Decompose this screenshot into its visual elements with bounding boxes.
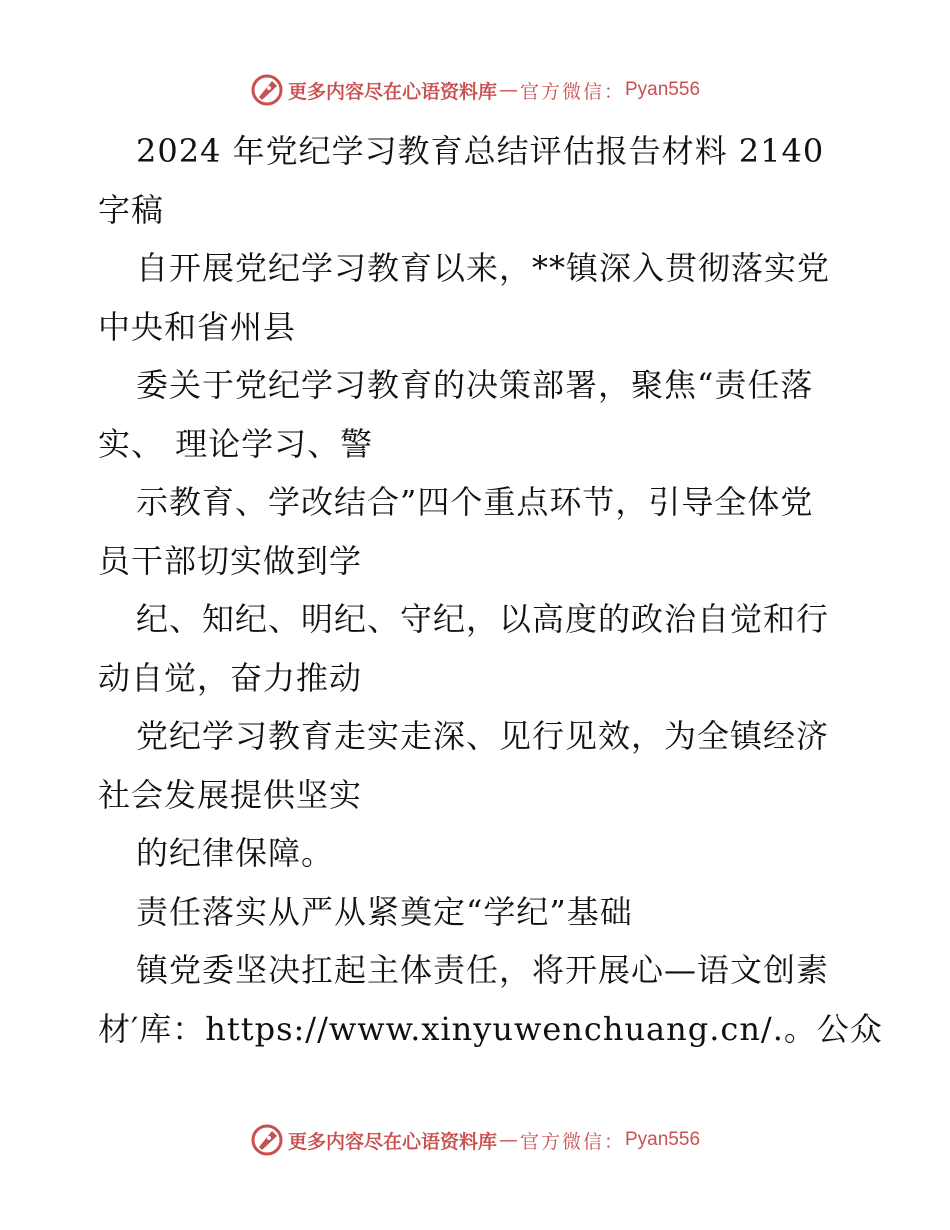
pen-nib-logo-icon <box>250 73 284 107</box>
paragraph-line: 员干部切实做到学 <box>98 541 363 580</box>
document-title-line-1: 2024 年党纪学习教育总结评估报告材料 2140 <box>136 132 825 170</box>
footer-watermark <box>0 1120 950 1160</box>
watermark-brand-text: 更多内容尽在心语资料库 <box>287 1130 497 1153</box>
watermark-wechat-id: Pyan556 <box>625 79 701 100</box>
paragraph-line: 委关于党纪学习教育的决策部署，聚焦“责任落 <box>136 366 814 404</box>
watermark-dash: — <box>498 79 518 101</box>
paragraph-line-url: 材′库：https://www.xinyuwenchuang.cn/.。公众 <box>98 1009 883 1048</box>
paragraph-line: 党纪学习教育走实走深、见行见效，为全镇经济 <box>136 717 830 755</box>
section-heading: 责任落实从严从紧奠定“学纪”基础 <box>136 892 633 931</box>
paragraph-line: 镇党委坚决扛起主体责任，将开展心—语文创素 <box>136 951 830 989</box>
paragraph-line: 纪、知纪、明纪、守纪，以高度的政治自觉和行 <box>136 600 830 638</box>
watermark-wechat-label: 官方微信： <box>519 80 625 103</box>
watermark-dash: — <box>498 1129 518 1151</box>
paragraph-line: 自开展党纪学习教育以来，**镇深入贯彻落实党 <box>136 249 831 287</box>
document-body <box>98 122 883 1058</box>
paragraph-line: 实、 理论学习、警 <box>98 424 374 463</box>
paragraph-line: 动自觉，奋力推动 <box>98 658 363 697</box>
paragraph-line: 中央和省州县 <box>98 307 297 346</box>
paragraph-line: 的纪律保障。 <box>136 834 335 872</box>
pen-nib-logo-icon <box>250 1123 284 1157</box>
watermark-wechat-label: 官方微信： <box>519 1130 625 1153</box>
watermark-wechat-id: Pyan556 <box>625 1129 701 1150</box>
header-watermark <box>0 70 950 110</box>
paragraph-line: 示教育、学改结合”四个重点环节，引导全体党 <box>136 483 814 521</box>
document-title-line-2: 字稿 <box>98 190 165 229</box>
paragraph-line: 社会发展提供坚实 <box>98 775 363 814</box>
watermark-brand-text: 更多内容尽在心语资料库 <box>287 80 497 103</box>
